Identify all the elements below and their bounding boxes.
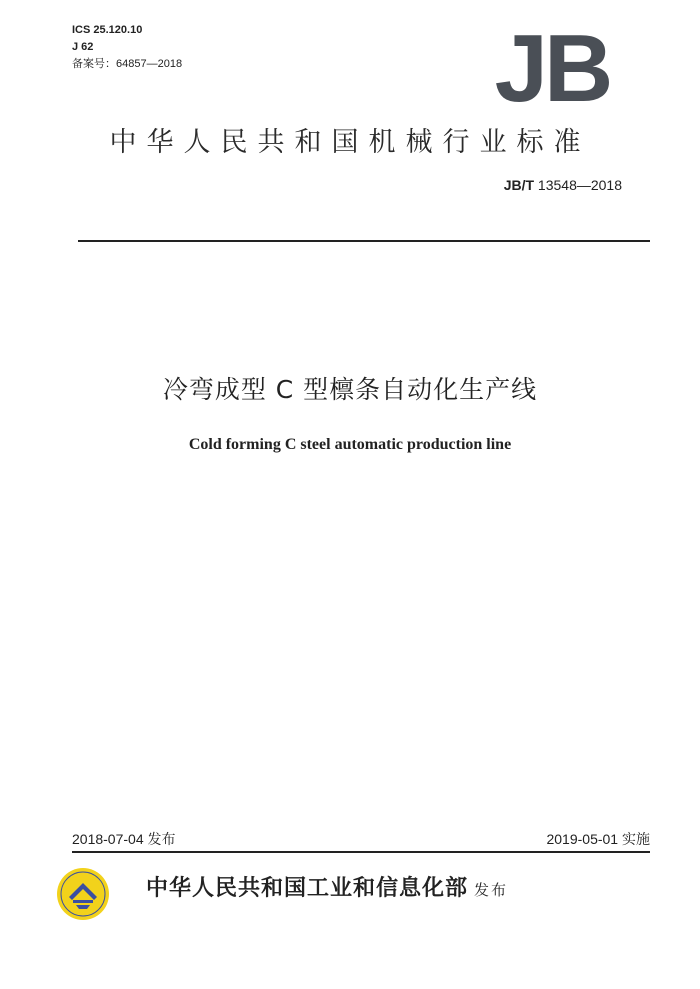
jb-logo: [485, 24, 620, 108]
filing-number: 备案号：64857—2018: [72, 58, 183, 70]
ics-code: ICS 25.120.10: [72, 24, 143, 36]
standard-number-prefix: JB/T: [503, 177, 535, 193]
issue-date: 2018-07-04 发布: [72, 831, 176, 847]
issuer-name: 中华人民共和国工业和信息化部: [146, 876, 469, 901]
standard-category-title: 中华人民共和国机械行业标准: [109, 127, 591, 158]
ministry-seal-icon: [56, 867, 110, 921]
jb-logo-text: JB: [494, 24, 610, 108]
issuer-suffix: 发布: [474, 881, 509, 899]
top-divider: [78, 240, 650, 242]
class-code: J 62: [72, 41, 94, 53]
standard-number-value: 13548—2018: [537, 177, 622, 193]
effective-date: 2019-05-01 实施: [546, 831, 650, 847]
document-title-cn: 冷弯成型 C 型檩条自动化生产线: [162, 375, 538, 404]
classification-block: [72, 22, 182, 73]
issuing-authority: [146, 871, 508, 902]
document-title-en: Cold forming C steel automatic production line: [188, 436, 512, 453]
standard-number: [504, 177, 622, 193]
bottom-divider: [72, 851, 650, 853]
